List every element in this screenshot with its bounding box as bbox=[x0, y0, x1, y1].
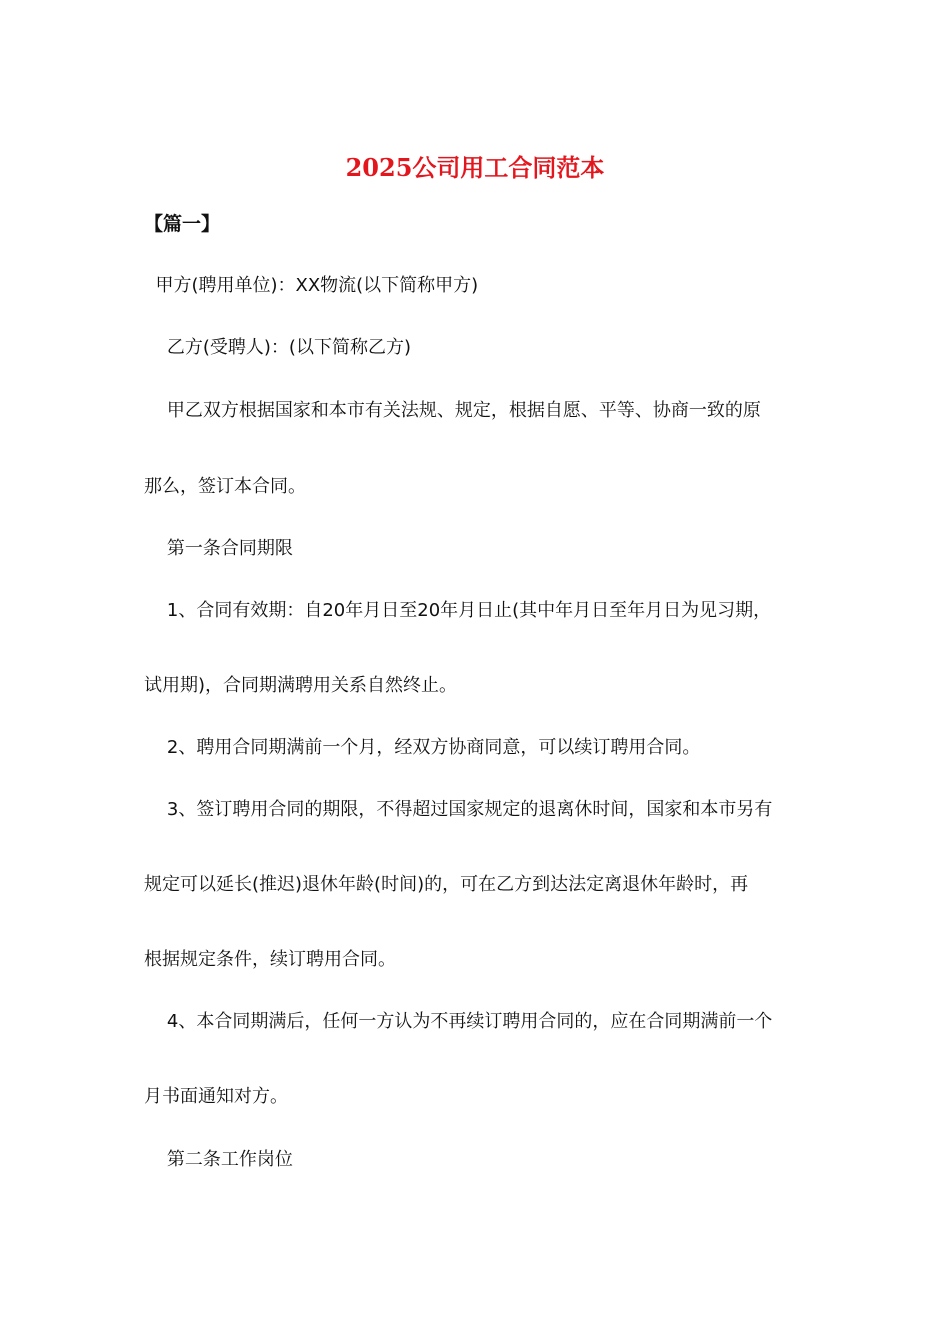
document-title: 2025公司用工合同范本 bbox=[345, 153, 605, 182]
clause-1-line-1: 1、合同有效期：自20年月日至20年月日止(其中年月日至年月日为见习期， bbox=[144, 600, 772, 621]
clause-1-line-2: 试用期)，合同期满聘用关系自然终止。 bbox=[144, 675, 458, 696]
article-2-heading: 第二条工作岗位 bbox=[144, 1149, 293, 1170]
article-1-heading: 第一条合同期限 bbox=[144, 538, 293, 559]
party-a-line: 甲方(聘用单位)：XX物流(以下简称甲方) bbox=[144, 275, 479, 296]
clause-2-line-1: 2、聘用合同期满前一个月，经双方协商同意，可以续订聘用合同。 bbox=[144, 737, 701, 758]
clause-4-line-1: 4、本合同期满后，任何一方认为不再续订聘用合同的，应在合同期满前一个 bbox=[144, 1011, 773, 1032]
preamble-line-1: 甲乙双方根据国家和本市有关法规、规定，根据自愿、平等、协商一致的原 bbox=[144, 400, 761, 421]
clause-4-line-2: 月书面通知对方。 bbox=[144, 1086, 288, 1107]
party-b-line: 乙方(受聘人)：(以下简称乙方) bbox=[144, 337, 411, 358]
clause-3-line-3: 根据规定条件，续订聘用合同。 bbox=[144, 949, 396, 970]
clause-3-line-1: 3、签订聘用合同的期限，不得超过国家规定的退离休时间，国家和本市另有 bbox=[144, 799, 773, 820]
preamble-line-2: 那么，签订本合同。 bbox=[144, 476, 306, 497]
section-label: 【篇一】 bbox=[144, 213, 221, 235]
clause-3-line-2: 规定可以延长(推迟)退休年龄(时间)的，可在乙方到达法定离退休年龄时，再 bbox=[144, 874, 749, 895]
